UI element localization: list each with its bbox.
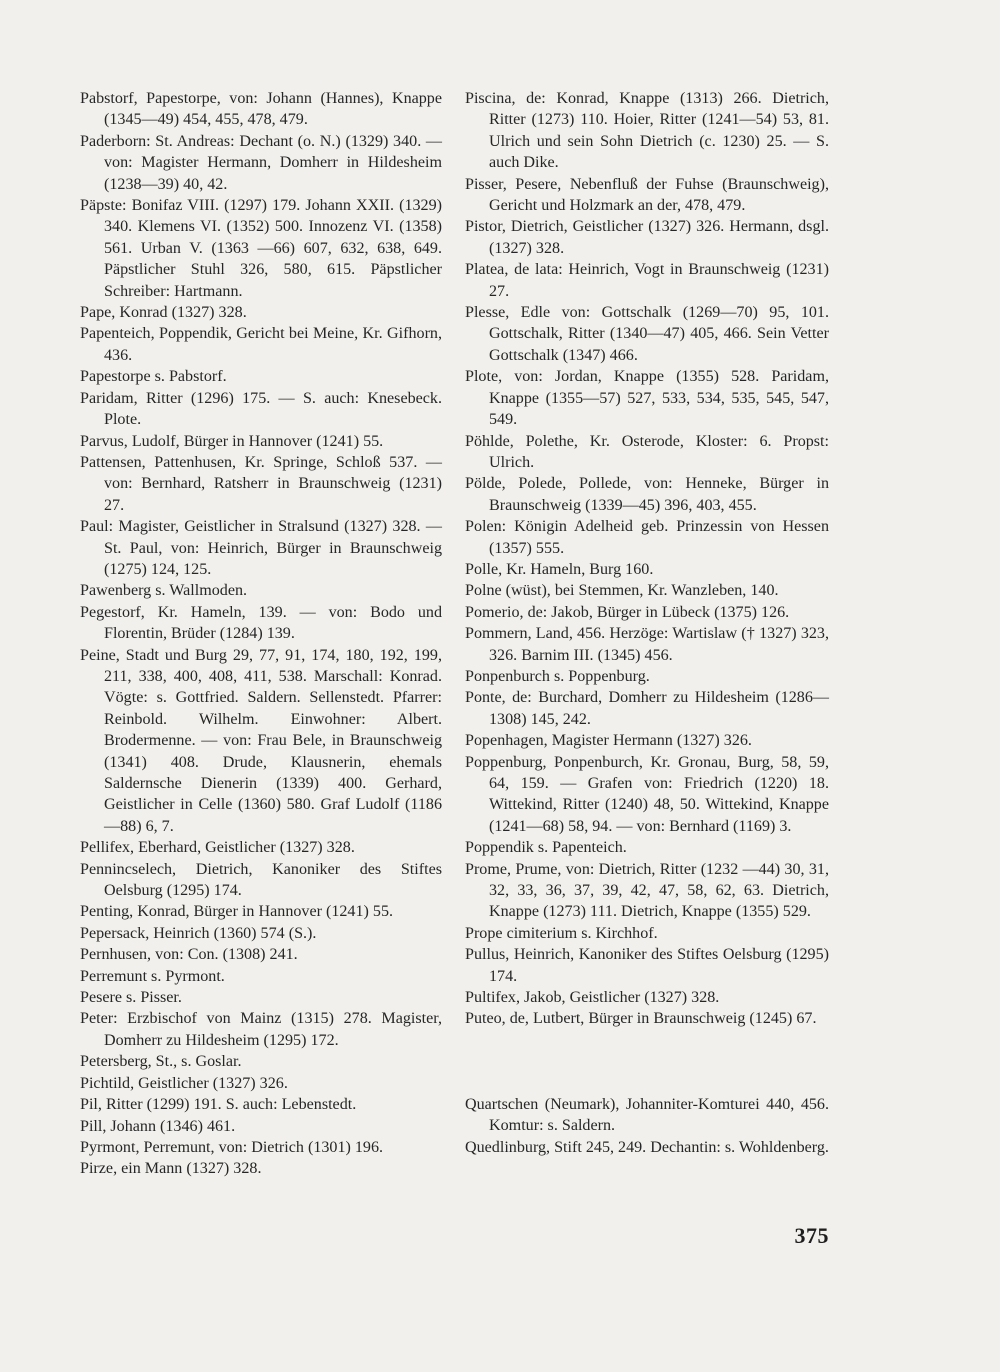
section-gap [465, 1030, 829, 1051]
index-entry: Ponte, de: Burchard, Domherr zu Hildesheim (1286—1308) 145, 242. [465, 689, 829, 728]
index-entry: Pape, Konrad (1327) 328. [80, 304, 247, 322]
index-entry: Peter: Erzbischof von Mainz (1315) 278. Magister, Domherr zu Hildesheim (1295) 172. [80, 1010, 442, 1049]
index-entry: Pellifex, Eberhard, Geistlicher (1327) 328. [80, 839, 355, 857]
index-entry: Pisser, Pesere, Nebenfluß der Fuhse (Braunschweig), Gericht und Holzmark an der, 478, 479. [465, 175, 829, 215]
index-entry: Paul: Magister, Geistlicher in Stralsund (1327) 328. — St. Paul, von: Heinrich, Bürger in Braunschweig (1275) 124, 125. [80, 518, 442, 578]
index-entry: Perremunt s. Pyrmont. [80, 967, 225, 985]
index-entry: Pil, Ritter (1299) 191. S. auch: Lebenstedt. [80, 1096, 357, 1114]
index-entry: Prope cimiterium s. Kirchhof. [465, 924, 658, 942]
index-entry: Pistor, Dietrich, Geistlicher (1327) 326. Hermann, dsgl. (1327) 328. [465, 218, 829, 257]
index-entry: Polle, Kr. Hameln, Burg 160. [465, 560, 654, 578]
index-entry: Paderborn: St. Andreas: Dechant (o. N.) (1329) 340. — von: Magister Hermann, Domherr in Hildesheim (1238—39) 40, 42. [80, 132, 442, 193]
index-entry: Pichtild, Geistlicher (1327) 326. [80, 1074, 288, 1092]
index-entry: Plesse, Edle von: Gottschalk (1269—70) 95, 101. Gottschalk, Ritter (1340—47) 405, 466. Sein Vetter Gottschalk (1347) 466. [465, 304, 829, 364]
index-entry: Pattensen, Pattenhusen, Kr. Springe, Schloß 537. — von: Bernhard, Ratsherr in Braunschweig (1231) 27. [80, 453, 442, 514]
index-entry: Pawenberg s. Wallmoden. [80, 582, 248, 600]
index-entry: Ponpenburch s. Poppenburg. [465, 667, 650, 685]
index-entry: Pill, Johann (1346) 461. [80, 1117, 236, 1135]
index-entry: Quartschen (Neumark), Johanniter-Komturei 440, 456. Komtur: s. Saldern. [465, 1096, 829, 1135]
index-entry: Pommern, Land, 456. Herzöge: Wartislaw († 1327) 323, 326. Barnim III. (1345) 456. [465, 625, 829, 664]
index-entry: Parvus, Ludolf, Bürger in Hannover (1241) 55. [80, 432, 384, 450]
index-entry: Pernhusen, von: Con. (1308) 241. [80, 946, 298, 964]
index-entry: Pullus, Heinrich, Kanoniker des Stiftes Oelsburg (1295) 174. [465, 946, 829, 985]
index-entry: Peine, Stadt und Burg 29, 77, 91, 174, 180, 192, 199, 211, 338, 400, 408, 411, 538. Marschall: Konrad. Vögte: s. Gottfried. Saldern. Sellenstedt. Pfarrer: Reinbold. Wilhelm. Einwohner: Albert. Brodermenne. — von: Frau Bele, in Braunschweig (1341) 408. Drude, Klausnerin, ehemals Saldernsche Dienerin (1339) 400. Gerhard, Geistlicher in Celle (1360) 580. Graf Ludolf (1186—88) 6, 7. [80, 646, 442, 835]
index-entry: Pölde, Polede, Pollede, von: Henneke, Bürger in Braunschweig (1339—45) 396, 403, 455. [465, 475, 829, 514]
index-entry: Polne (wüst), bei Stemmen, Kr. Wanzleben, 140. [465, 582, 779, 600]
index-entry: Penting, Konrad, Bürger in Hannover (1241) 55. [80, 903, 394, 921]
index-entry: Pirze, ein Mann (1327) 328. [80, 1160, 262, 1178]
index-entry: Petersberg, St., s. Goslar. [80, 1053, 242, 1071]
index-column-right [465, 88, 829, 1158]
index-entry: Paridam, Ritter (1296) 175. — S. auch: Knesebeck. Plote. [80, 389, 442, 429]
index-entry: Quedlinburg, Stift 245, 249. Dechantin: s. Wohldenberg. [465, 1138, 829, 1156]
index-entry: Prome, Prume, von: Dietrich, Ritter (1232 —44) 30, 31, 32, 33, 36, 37, 39, 42, 47, 58, 62, 63. Dietrich, Knappe (1273) 111. Dietrich, Knappe (1355) 529. [465, 860, 829, 921]
index-entry: Platea, de lata: Heinrich, Vogt in Braunschweig (1231) 27. [465, 261, 829, 300]
index-entry: Piscina, de: Konrad, Knappe (1313) 266. Dietrich, Ritter (1273) 110. Hoier, Ritter (1241—54) 53, 81. Ulrich und sein Sohn Dietrich (c. 1230) 25. — S. auch Dike. [465, 90, 829, 172]
index-entry: Pomerio, de: Jakob, Bürger in Lübeck (1375) 126. [465, 603, 790, 621]
index-entry: Poppendik s. Papenteich. [465, 839, 627, 857]
section-gap [465, 1051, 829, 1072]
index-column-left [80, 88, 442, 1180]
index-entry: Pesere s. Pisser. [80, 989, 182, 1007]
index-entry: Pultifex, Jakob, Geistlicher (1327) 328. [465, 989, 720, 1007]
page-number: 375 [794, 1223, 829, 1248]
index-entry: Papenteich, Poppendik, Gericht bei Meine, Kr. Gifhorn, 436. [80, 325, 442, 364]
index-entry: Päpste: Bonifaz VIII. (1297) 179. Johann XXII. (1329) 340. Klemens VI. (1352) 500. Innozenz VI. (1358) 561. Urban V. (1363 —66) 607, 632, 638, 649. Päpstlicher Stuhl 326, 580, 615. Päpstlicher Schreiber: Hartmann. [80, 197, 442, 300]
index-entry: Pyrmont, Perremunt, von: Dietrich (1301) 196. [80, 1138, 384, 1156]
index-entry: Puteo, de, Lutbert, Bürger in Braunschweig (1245) 67. [465, 1010, 817, 1028]
index-entry: Papestorpe s. Pabstorf. [80, 368, 227, 386]
index-entry: Plote, von: Jordan, Knappe (1355) 528. Paridam, Knappe (1355—57) 527, 533, 534, 535, 545, 547, 549. [465, 368, 829, 429]
index-entry: Poppenburg, Ponpenburch, Kr. Gronau, Burg, 58, 59, 64, 159. — Grafen von: Friedrich (1220) 18. Wittekind, Ritter (1240) 48, 50. Wittekind, Knappe (1241—68) 58, 94. — von: Bernhard (1169) 3. [465, 753, 829, 835]
index-entry: Polen: Königin Adelheid geb. Prinzessin von Hessen (1357) 555. [465, 518, 829, 557]
index-entry: Pegestorf, Kr. Hameln, 139. — von: Bodo und Florentin, Brüder (1284) 139. [80, 603, 442, 643]
index-entry: Pabstorf, Papestorpe, von: Johann (Hannes), Knappe (1345—49) 454, 455, 478, 479. [80, 90, 442, 129]
index-entry: Pepersack, Heinrich (1360) 574 (S.). [80, 924, 317, 942]
section-gap [465, 1073, 829, 1094]
index-entry: Pennincselech, Dietrich, Kanoniker des Stiftes Oelsburg (1295) 174. [80, 860, 442, 900]
index-entry: Popenhagen, Magister Hermann (1327) 326. [465, 732, 752, 750]
index-entry: Pöhlde, Polethe, Kr. Osterode, Kloster: 6. Propst: Ulrich. [465, 432, 829, 471]
